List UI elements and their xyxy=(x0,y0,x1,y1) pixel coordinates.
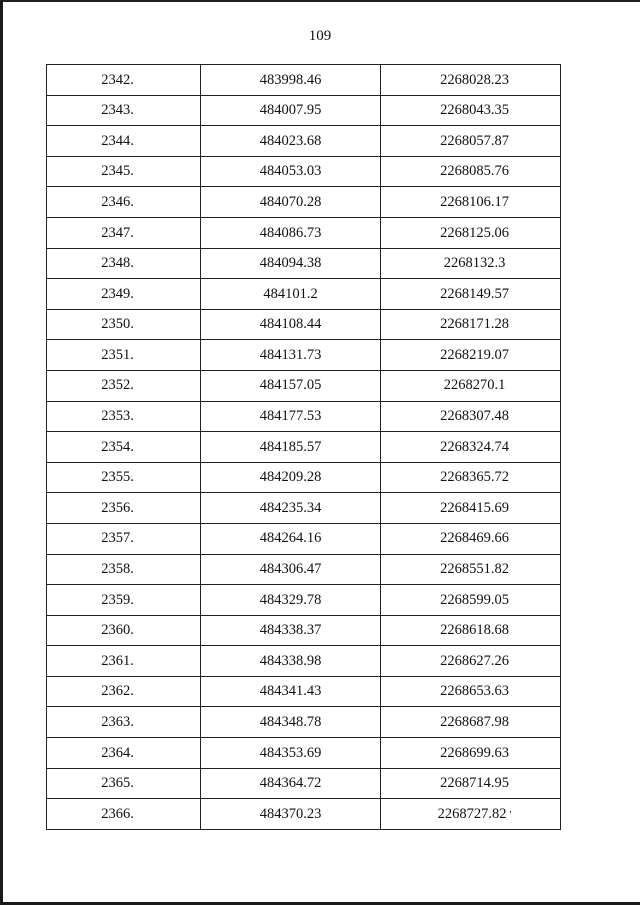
pen-tick-mark: ' xyxy=(509,808,512,821)
y-coordinate-value: 2268132.3 xyxy=(443,255,506,272)
x-coordinate-cell: 484341.43 xyxy=(201,676,381,707)
point-number-cell: 2365. xyxy=(47,768,201,799)
point-number-cell: 2353. xyxy=(47,401,201,432)
table-row xyxy=(47,95,561,126)
point-number-cell: 2366. xyxy=(47,799,201,830)
y-coordinate-value: 2268699.63 xyxy=(440,744,509,761)
y-coordinate-value: 2268028.23 xyxy=(440,71,509,88)
y-coordinate-value: 2268653.63 xyxy=(440,683,509,700)
y-coordinate-cell xyxy=(381,523,561,554)
scan-edge-top xyxy=(0,0,640,2)
table-row xyxy=(47,707,561,738)
scan-edge-left xyxy=(0,0,3,905)
page-number: 109 xyxy=(308,28,332,44)
point-number-cell: 2359. xyxy=(47,585,201,616)
y-coordinate-value: 2268687.98 xyxy=(440,714,509,731)
y-coordinate-cell xyxy=(381,401,561,432)
x-coordinate-cell: 484370.23 xyxy=(201,799,381,830)
y-coordinate-value: 2268365.72 xyxy=(440,469,509,486)
table-row xyxy=(47,768,561,799)
point-number-cell: 2348. xyxy=(47,248,201,279)
y-coordinate-cell xyxy=(381,738,561,769)
x-coordinate-cell: 484086.73 xyxy=(201,217,381,248)
point-number-cell: 2345. xyxy=(47,156,201,187)
y-coordinate-value: 2268618.68 xyxy=(440,622,509,639)
x-coordinate-cell: 484338.98 xyxy=(201,646,381,677)
table-row xyxy=(47,432,561,463)
y-coordinate-value: 2268324.74 xyxy=(440,438,509,455)
y-coordinate-value: 2268627.26 xyxy=(440,652,509,669)
table-row xyxy=(47,646,561,677)
point-number-cell: 2363. xyxy=(47,707,201,738)
point-number-cell: 2343. xyxy=(47,95,201,126)
table-row xyxy=(47,799,561,830)
table-row xyxy=(47,156,561,187)
table-row xyxy=(47,65,561,96)
y-coordinate-cell xyxy=(381,768,561,799)
y-coordinate-cell xyxy=(381,676,561,707)
x-coordinate-cell: 484007.95 xyxy=(201,95,381,126)
y-coordinate-cell xyxy=(381,370,561,401)
point-number-cell: 2356. xyxy=(47,493,201,524)
x-coordinate-cell: 484185.57 xyxy=(201,432,381,463)
y-coordinate-cell xyxy=(381,126,561,157)
point-number-cell: 2355. xyxy=(47,462,201,493)
point-number-cell: 2364. xyxy=(47,738,201,769)
x-coordinate-cell: 484070.28 xyxy=(201,187,381,218)
point-number-cell: 2354. xyxy=(47,432,201,463)
y-coordinate-value: 2268599.05 xyxy=(440,591,509,608)
x-coordinate-cell: 484306.47 xyxy=(201,554,381,585)
coordinates-table xyxy=(46,64,561,830)
y-coordinate-cell xyxy=(381,187,561,218)
y-coordinate-cell xyxy=(381,462,561,493)
y-coordinate-cell xyxy=(381,554,561,585)
y-coordinate-value: 2268415.69 xyxy=(440,499,509,516)
table-row xyxy=(47,738,561,769)
y-coordinate-value: 2268149.57 xyxy=(440,285,509,302)
table-row xyxy=(47,248,561,279)
x-coordinate-cell: 484094.38 xyxy=(201,248,381,279)
y-coordinate-cell xyxy=(381,65,561,96)
point-number-cell: 2347. xyxy=(47,217,201,248)
y-coordinate-value: 2268043.35 xyxy=(440,102,509,119)
y-coordinate-value: 2268270.1 xyxy=(443,377,506,394)
table-row xyxy=(47,585,561,616)
y-coordinate-value: 2268106.17 xyxy=(440,193,509,210)
table-row xyxy=(47,401,561,432)
x-coordinate-cell: 484353.69 xyxy=(201,738,381,769)
table-row xyxy=(47,523,561,554)
y-coordinate-cell xyxy=(381,707,561,738)
y-coordinate-value: 2268727.82 xyxy=(437,805,507,822)
point-number-cell: 2361. xyxy=(47,646,201,677)
point-number-cell: 2362. xyxy=(47,676,201,707)
table-row xyxy=(47,187,561,218)
x-coordinate-cell: 484264.16 xyxy=(201,523,381,554)
x-coordinate-cell: 484209.28 xyxy=(201,462,381,493)
table-row xyxy=(47,676,561,707)
point-number-cell: 2357. xyxy=(47,523,201,554)
table-row xyxy=(47,493,561,524)
table-row xyxy=(47,340,561,371)
table-row xyxy=(47,217,561,248)
x-coordinate-cell: 484235.34 xyxy=(201,493,381,524)
y-coordinate-value: 2268307.48 xyxy=(440,408,509,425)
y-coordinate-value: 2268469.66 xyxy=(440,530,509,547)
point-number-cell: 2358. xyxy=(47,554,201,585)
y-coordinate-cell xyxy=(381,279,561,310)
x-coordinate-cell: 484053.03 xyxy=(201,156,381,187)
y-coordinate-cell xyxy=(381,340,561,371)
x-coordinate-cell: 484108.44 xyxy=(201,309,381,340)
y-coordinate-value: 2268714.95 xyxy=(440,775,509,792)
coordinates-table-body xyxy=(47,65,561,830)
x-coordinate-cell: 484101.2 xyxy=(201,279,381,310)
y-coordinate-value: 2268551.82 xyxy=(440,561,509,578)
y-coordinate-value: 2268057.87 xyxy=(440,132,509,149)
point-number-cell: 2351. xyxy=(47,340,201,371)
x-coordinate-cell: 484177.53 xyxy=(201,401,381,432)
point-number-cell: 2352. xyxy=(47,370,201,401)
x-coordinate-cell: 484364.72 xyxy=(201,768,381,799)
y-coordinate-cell xyxy=(381,248,561,279)
x-coordinate-cell: 483998.46 xyxy=(201,65,381,96)
point-number-cell: 2349. xyxy=(47,279,201,310)
y-coordinate-cell xyxy=(381,585,561,616)
y-coordinate-cell xyxy=(381,646,561,677)
y-coordinate-cell xyxy=(381,493,561,524)
y-coordinate-cell xyxy=(381,799,561,830)
x-coordinate-cell: 484023.68 xyxy=(201,126,381,157)
y-coordinate-cell xyxy=(381,309,561,340)
x-coordinate-cell: 484157.05 xyxy=(201,370,381,401)
point-number-cell: 2346. xyxy=(47,187,201,218)
x-coordinate-cell: 484348.78 xyxy=(201,707,381,738)
point-number-cell: 2342. xyxy=(47,65,201,96)
table-row xyxy=(47,615,561,646)
y-coordinate-value: 2268171.28 xyxy=(440,316,509,333)
point-number-cell: 2360. xyxy=(47,615,201,646)
point-number-cell: 2350. xyxy=(47,309,201,340)
y-coordinate-cell xyxy=(381,615,561,646)
table-row xyxy=(47,279,561,310)
y-coordinate-cell xyxy=(381,95,561,126)
table-row xyxy=(47,554,561,585)
y-coordinate-cell xyxy=(381,156,561,187)
x-coordinate-cell: 484338.37 xyxy=(201,615,381,646)
point-number-cell: 2344. xyxy=(47,126,201,157)
table-row xyxy=(47,370,561,401)
x-coordinate-cell: 484329.78 xyxy=(201,585,381,616)
y-coordinate-cell xyxy=(381,217,561,248)
table-row xyxy=(47,309,561,340)
table-row xyxy=(47,462,561,493)
y-coordinate-value: 2268085.76 xyxy=(440,163,509,180)
table-row xyxy=(47,126,561,157)
x-coordinate-cell: 484131.73 xyxy=(201,340,381,371)
y-coordinate-value: 2268219.07 xyxy=(440,346,509,363)
y-coordinate-cell xyxy=(381,432,561,463)
y-coordinate-value: 2268125.06 xyxy=(440,224,509,241)
